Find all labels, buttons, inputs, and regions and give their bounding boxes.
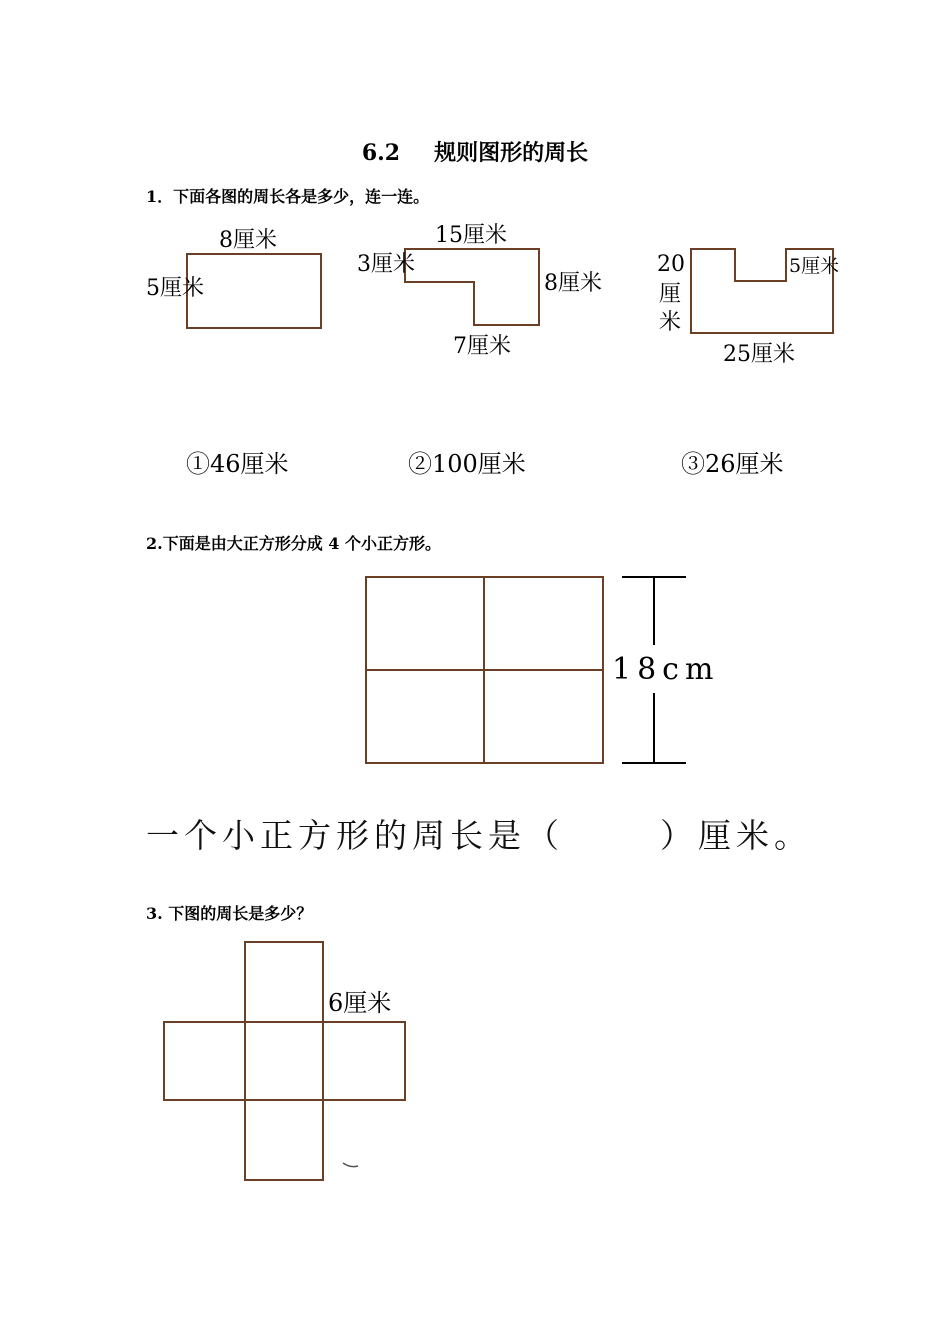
fill-in-after: ）厘米。 [660, 816, 812, 855]
rectangle-left-label: 5厘米 [146, 276, 204, 301]
u-shape-bottom-label: 25厘米 [723, 342, 795, 367]
question-2-prompt: 2.下面是由大正方形分成 4 个小正方形。 [146, 534, 441, 553]
u-shape-left-number: 20 [657, 252, 685, 277]
cross-bottom-square [245, 1100, 323, 1180]
section-title: 规则图形的周长 [434, 140, 589, 166]
u-shape-left-char2: 米 [659, 310, 682, 335]
section-number: 6.2 [361, 140, 401, 166]
cross-center-square [245, 1022, 323, 1100]
question-3-prompt: 3. 下图的周长是多少？ [146, 904, 313, 923]
l-shape-bottom-label: 7厘米 [453, 334, 511, 359]
rectangle-figure [187, 254, 321, 328]
l-shape-left-label: 3厘米 [357, 252, 415, 277]
cross-left-square [164, 1022, 245, 1100]
stray-mark [343, 1163, 358, 1167]
answer-option-1: ①46厘米 [186, 450, 289, 478]
u-shape-left-char1: 厘 [659, 282, 682, 307]
fill-in-before: 一个小正方形的周长是（ [146, 816, 564, 855]
cross-side-label: 6厘米 [328, 989, 392, 1017]
l-shape-figure [405, 249, 539, 325]
l-shape-top-label: 15厘米 [435, 223, 507, 248]
answer-option-3: ③26厘米 [681, 450, 784, 478]
l-shape-right-label: 8厘米 [544, 271, 602, 296]
rectangle-top-label: 8厘米 [219, 228, 277, 253]
cross-top-square [245, 942, 323, 1022]
cross-right-square [323, 1022, 405, 1100]
u-shape-top-right-label: 5厘米 [789, 255, 840, 277]
answer-option-2: ②100厘米 [408, 450, 526, 478]
measure-label: 18cm [612, 652, 720, 687]
question-1-prompt: 1．下面各图的周长各是多少，连一连。 [146, 187, 430, 206]
fill-in-sentence [146, 810, 812, 857]
